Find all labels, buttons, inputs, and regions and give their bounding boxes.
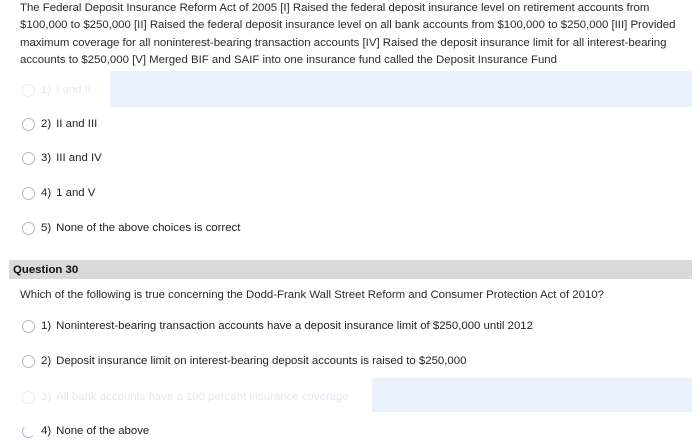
q29-option-4-label: 1 and V bbox=[56, 187, 96, 199]
option-1-highlight bbox=[110, 71, 692, 107]
q29-option-1-number: 1) bbox=[41, 84, 52, 96]
q29-option-2-number: 2) bbox=[41, 118, 52, 130]
q29-option-2-label: II and III bbox=[56, 118, 98, 130]
q30-option-3[interactable] bbox=[22, 387, 349, 407]
q29-option-4-radio[interactable] bbox=[22, 187, 35, 200]
q30-option-3-number: 3) bbox=[41, 391, 52, 403]
question-30-text: Which of the following is true concerning the Dodd-Frank Wall Street Reform and Consumer Protection Act of 2010? bbox=[20, 289, 604, 301]
question-30-title: Question 30 bbox=[13, 263, 79, 276]
q30-option-1-label: Noninterest-bearing transaction accounts have a deposit insurance limit of $250,000 until 2012 bbox=[56, 320, 533, 332]
q29-option-5-number: 5) bbox=[41, 222, 52, 234]
q29-option-2[interactable] bbox=[22, 114, 97, 134]
q30-option-2[interactable] bbox=[22, 351, 466, 371]
q29-option-3[interactable] bbox=[22, 148, 102, 168]
q30-option-1-radio[interactable] bbox=[22, 320, 35, 333]
q30-option-2-number: 2) bbox=[41, 355, 52, 367]
q29-option-1[interactable] bbox=[22, 80, 91, 100]
q29-option-3-number: 3) bbox=[41, 152, 52, 164]
q30-option-2-label: Deposit insurance limit on interest-bearing deposit accounts is raised to $250,000 bbox=[56, 355, 467, 367]
q29-option-3-radio[interactable] bbox=[22, 152, 35, 165]
q29-option-2-radio[interactable] bbox=[22, 118, 35, 131]
q29-option-4[interactable] bbox=[22, 183, 95, 203]
q30-option-4[interactable] bbox=[22, 421, 149, 441]
q29-option-1-label: I and II bbox=[56, 84, 91, 96]
q29-option-5-label: None of the above choices is correct bbox=[56, 222, 241, 234]
q30-option-1-number: 1) bbox=[41, 320, 52, 332]
q29-option-5[interactable] bbox=[22, 218, 240, 238]
q30-option-3-highlight bbox=[372, 378, 692, 412]
q30-option-4-number: 4) bbox=[41, 425, 52, 437]
q30-option-4-label: None of the above bbox=[56, 425, 150, 437]
q30-option-1[interactable] bbox=[22, 316, 533, 336]
q29-option-1-radio[interactable] bbox=[22, 84, 35, 97]
q30-option-4-radio[interactable] bbox=[22, 425, 35, 438]
q30-option-3-radio[interactable] bbox=[22, 391, 35, 404]
question-30-header bbox=[9, 260, 692, 279]
question-29-text: The Federal Deposit Insurance Reform Act of 2005 [I] Raised the federal deposit insurance level on retirement accounts from $100,000 to $250,000 [II] Raised the federal deposit insurance level on all bank accounts from $100,000 to $250,000 [III] Provided maximum coverage for all noninterest-bearing transaction accounts [IV] Raised the deposit insurance limit for all interest-bearing accounts to $250,000 [V] Merged BIF and SAIF into one insurance fund called the Deposit Insurance Fund bbox=[20, 2, 676, 67]
q29-option-4-number: 4) bbox=[41, 187, 52, 199]
q29-option-3-label: III and IV bbox=[56, 152, 102, 164]
q29-option-5-radio[interactable] bbox=[22, 222, 35, 235]
q30-option-2-radio[interactable] bbox=[22, 355, 35, 368]
q30-option-3-label: All bank accounts have a 100 percent insurance coverage bbox=[56, 391, 349, 403]
